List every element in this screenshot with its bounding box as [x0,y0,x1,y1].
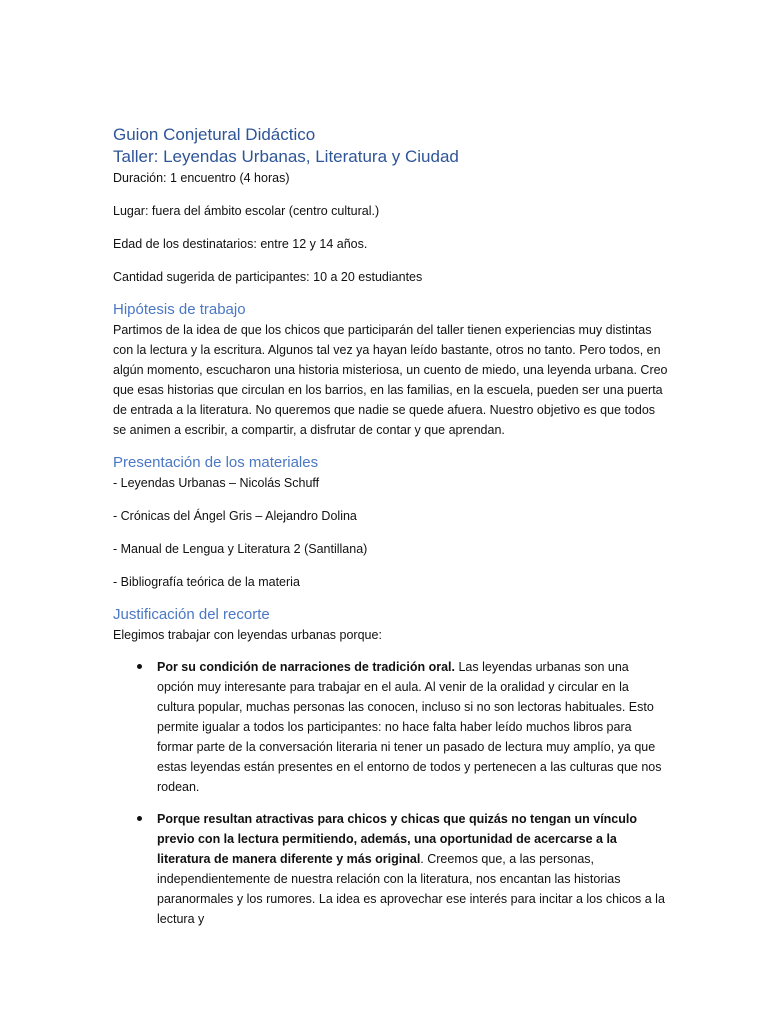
bullet-icon [137,664,142,669]
bullet-text: . Creemos que, a las personas, independientemente de nuestra relación con la literatura, nos encantan las historias paranormales y los rumores. La idea es aprovechar ese interés para incitar a los chicos a la lectura y [157,852,665,926]
bullet-bold-text: Porque resultan atractivas para chicos y chicas que quizás no tengan un vínculo previo con la lectura permitiendo, además, una oportunidad de acercarse a la literatura de manera diferente y más original [157,812,637,866]
edad-text: Edad de los destinatarios: entre 12 y 14 años. [113,237,368,251]
document-subtitle: Taller: Leyendas Urbanas, Literatura y Ciudad [113,147,459,166]
bullet-item [157,809,668,929]
justificacion-bullet-list [113,657,668,929]
document-title: Guion Conjetural Didáctico [113,125,316,144]
justificacion-heading: Justificación del recorte [113,606,270,623]
bullet-icon [137,816,142,821]
material-item: - Crónicas del Ángel Gris – Alejandro Dolina [113,509,357,523]
material-item: - Leyendas Urbanas – Nicolás Schuff [113,476,320,490]
duracion-text: Duración: 1 encuentro (4 horas) [113,171,290,185]
bullet-text: Las leyendas urbanas son una opción muy interesante para trabajar en el aula. Al venir de la oralidad y circular en la cultura popular, muchas personas las conocen, incluso si no son lectoras habituales. Esto permite igualar a todos los participantes: no hace falta haber leído muchos libros para formar parte de la conversación literaria ni tener un pasado de lectura muy amplío, ya que estas leyendas están presentes en el entorno de todos y pertenecen a las culturas que nos rodean. [157,660,662,794]
materiales-heading: Presentación de los materiales [113,454,319,471]
lugar-text: Lugar: fuera del ámbito escolar (centro cultural.) [113,204,380,218]
material-item: - Bibliografía teórica de la materia [113,575,300,589]
cantidad-text: Cantidad sugerida de participantes: 10 a 20 estudiantes [113,270,423,284]
justificacion-intro: Elegimos trabajar con leyendas urbanas porque: [113,628,382,642]
hipotesis-heading: Hipótesis de trabajo [113,301,246,318]
bullet-item [157,657,668,797]
bullet-bold-text: Por su condición de narraciones de tradición oral. [157,660,455,674]
hipotesis-paragraph: Partimos de la idea de que los chicos que participarán del taller tienen experiencias muy distintas con la lectura y la escritura. Algunos tal vez ya hayan leído bastante, otros no tanto. Pero todos, en algún momento, escucharon una historia misteriosa, un cuento de miedo, una leyenda urbana. Creo que esas historias que circulan en los barrios, en las familias, en la escuela, pueden ser una puerta de entrada a la literatura. No queremos que nadie se quede afuera. Nuestro objetivo es que todos se animen a escribir, a compartir, a disfrutar de contar y que aprendan. [113,323,668,437]
material-item: - Manual de Lengua y Literatura 2 (Santillana) [113,542,368,556]
